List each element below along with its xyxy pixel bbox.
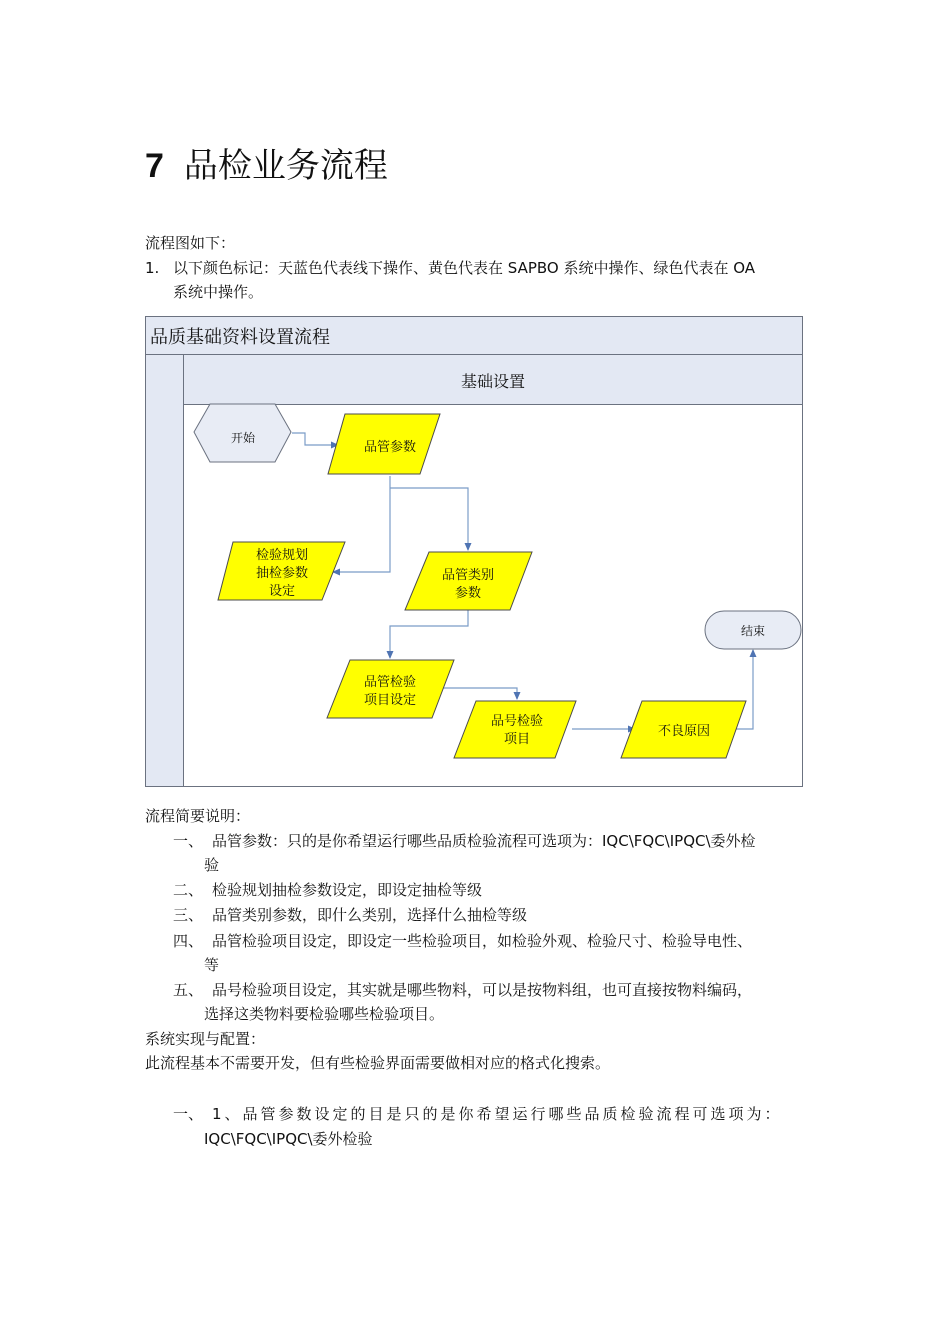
brief-item-line: 等 [204,956,220,974]
list-item-line: 以下颜色标记：天蓝色代表线下操作、黄色代表在 SAPBO 系统中操作、绿色代表在 OA [173,259,756,277]
list-marker: 1. [145,259,160,277]
system-text: 此流程基本不需要开发，但有些检验界面需要做相对应的格式化搜索。 [145,1054,611,1072]
section-heading [145,138,388,187]
brief-item-line: 品管参数：只的是你希望运行哪些品质检验流程可选项为：IQC\FQC\IPQC\委外检 [212,832,756,850]
brief-item-line: 品管检验项目设定，即设定一些检验项目，如检验外观、检验尺寸、检验导电性、 [212,932,753,950]
node-category-line2: 参数 [454,586,482,601]
node-plan-line2: 抽检参数 [255,566,309,581]
node-partno-item [454,701,576,758]
brief-marker: 四、 [173,932,204,950]
brief-marker: 三、 [173,906,204,924]
lane-side-column [146,355,184,787]
node-item-line2: 项目设定 [363,693,417,708]
end-label: 结束 [740,624,766,638]
final-line: IQC\FQC\IPQC\委外检验 [204,1130,373,1148]
final-marker: 一、 [173,1105,204,1123]
brief-item-line: 验 [204,856,220,874]
brief-item-line: 选择这类物料要检验哪些检验项目。 [204,1005,445,1023]
node-partno-line1: 品号检验 [490,714,544,729]
diagram-title: 品质基础资料设置流程 [150,327,330,348]
brief-marker: 二、 [173,881,204,899]
brief-marker: 五、 [173,981,204,999]
flowchart [145,316,803,787]
section-title: 品检业务流程 [183,146,388,186]
node-defect-label: 不良原因 [657,724,711,739]
brief-title: 流程简要说明： [145,807,251,825]
brief-item-line: 品号检验项目设定，其实就是哪些物料，可以是按物料组，也可直接按物料编码， [212,981,753,999]
list-item-line: 系统中操作。 [173,283,264,301]
system-title: 系统实现与配置： [145,1030,266,1048]
flowchart-svg [145,316,803,787]
final-line: 1、品管参数设定的目是只的是你希望运行哪些品质检验流程可选项为： [212,1105,783,1123]
start-label: 开始 [230,431,256,445]
intro-text: 流程图如下： [145,234,236,252]
node-plan-line1: 检验规划 [255,548,309,563]
node-plan-line3: 设定 [268,584,296,599]
node-partno-line2: 项目 [503,732,531,747]
lane-title: 基础设置 [460,372,526,391]
brief-marker: 一、 [173,832,204,850]
node-item-line1: 品管检验 [363,675,417,690]
node-category-line1: 品管类别 [441,568,495,583]
brief-item-line: 品管类别参数，即什么类别，选择什么抽检等级 [212,906,528,924]
brief-item-line: 检验规划抽检参数设定，即设定抽检等级 [212,881,483,899]
section-number: 7 [145,147,164,185]
node-pg-param-label: 品管参数 [363,440,417,455]
